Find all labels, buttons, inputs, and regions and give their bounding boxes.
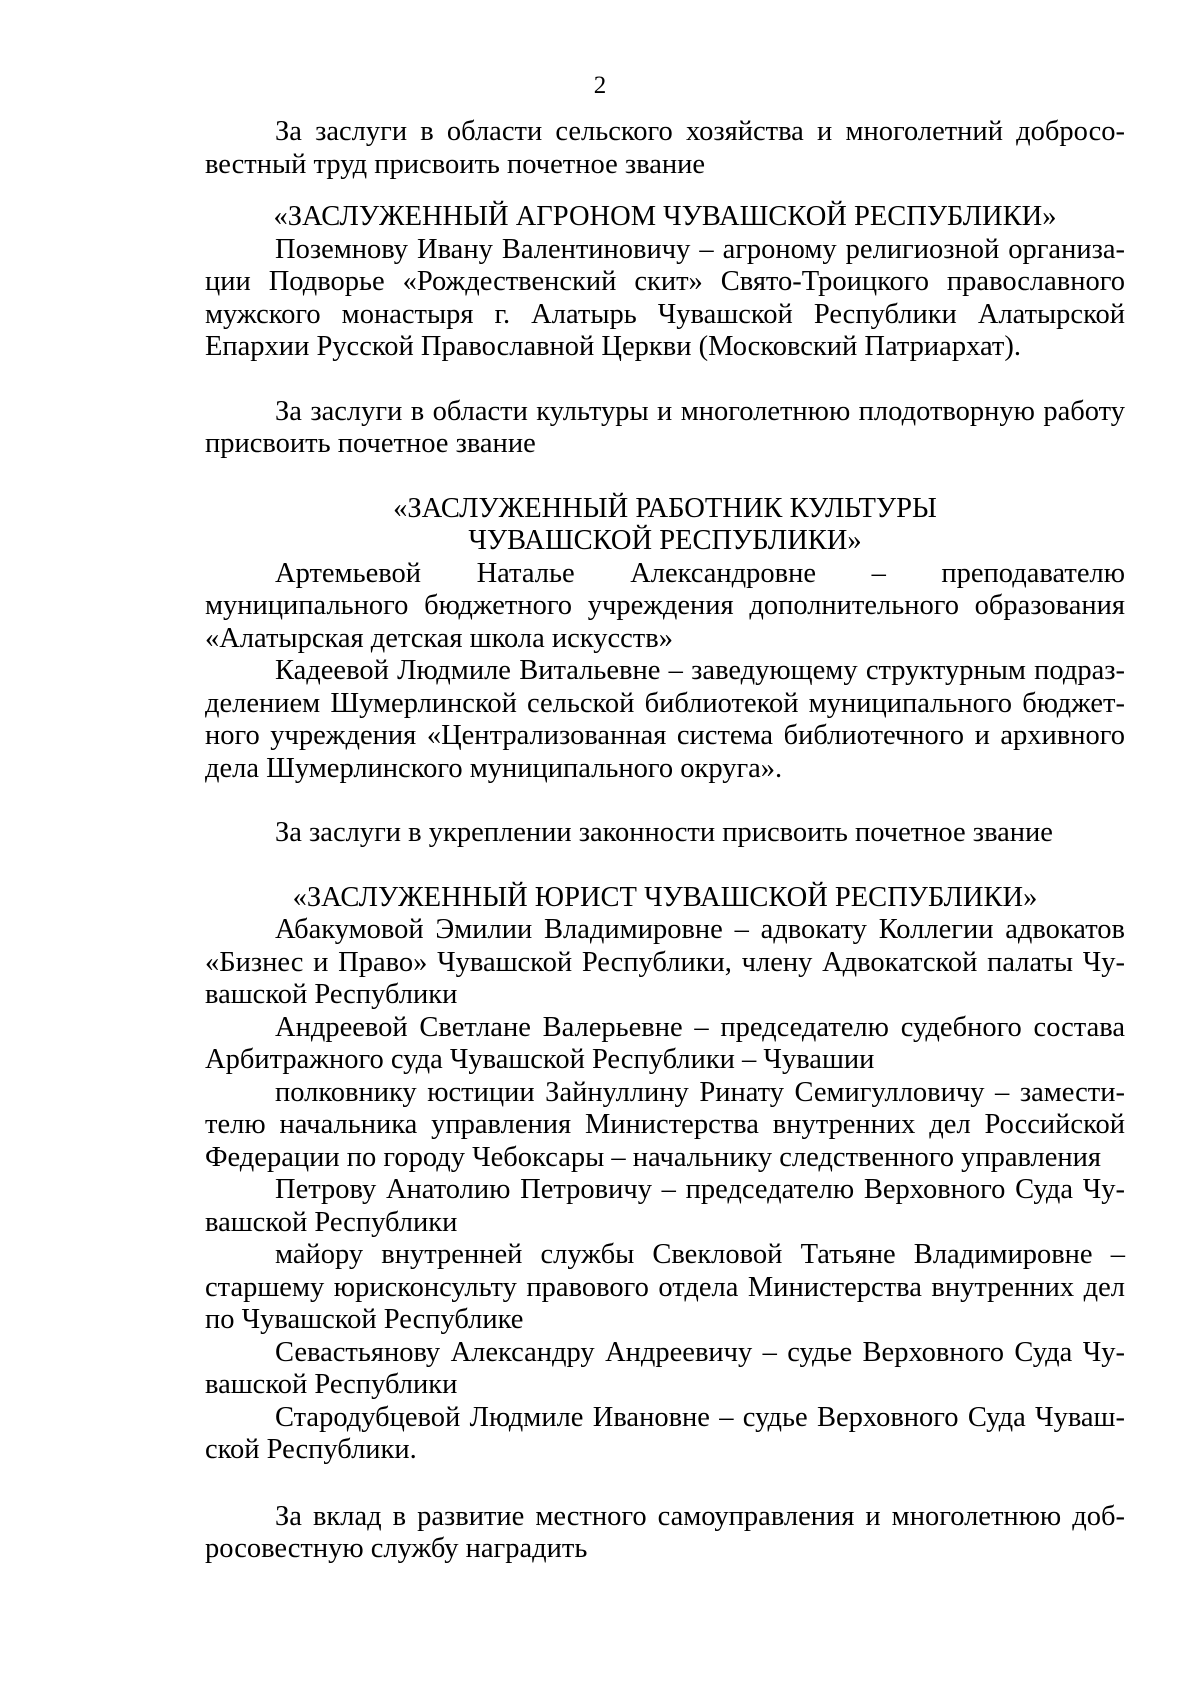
award-title: «ЗАСЛУЖЕННЫЙ ЮРИСТ ЧУВАШСКОЙ РЕСПУБЛИКИ» (292, 881, 1038, 913)
awardee-paragraph: полковнику юстиции Зайнуллину Ринату Семигулловичу – заместителю начальника управления Министерства внутренних дел Российской Федерации по городу Чебоксары – начальнику следственного управления (205, 1076, 1125, 1173)
award-title: «ЗАСЛУЖЕННЫЙ АГРОНОМ ЧУВАШСКОЙ РЕСПУБЛИКИ» (273, 201, 1057, 232)
awardee-paragraph: Артемьевой Наталье Александровне – преподавателю муниципального бюджетного учреждения дополнительного образования «Алатырская детская школа искусств» (205, 557, 1125, 654)
awardee-paragraph: Кадеевой Людмиле Витальевне – заведующему структурным подразделением Шумерлинской сельской библиотекой муниципального бюджетного учреждения «Централизованная система библиотечного и архивного дела Шумерлинского муниципального округа». (205, 655, 1125, 784)
award-title-line-2: ЧУВАШСКОЙ РЕСПУБЛИКИ» (468, 525, 862, 556)
section-intro: За заслуги в укреплении законности присвоить почетное звание (275, 817, 1053, 848)
awardee-paragraph: Поземнову Ивану Валентиновичу – агроному религиозной организации Подворье «Рождественский скит» Свято-Троицкого православного мужского монастыря г. Алатырь Чувашской Республики Алатырской Епархии Русской Православной Церкви (Московский Патриархат). (205, 233, 1125, 362)
award-title-line-1: «ЗАСЛУЖЕННЫЙ РАБОТНИК КУЛЬТУРЫ (393, 492, 937, 524)
awardee-paragraph: майору внутренней службы Свекловой Татьяне Владимировне – старшему юрисконсульту правового отдела Министерства внутренних дел по Чувашской Республике (205, 1239, 1125, 1335)
awardee-paragraph: Стародубцевой Людмиле Ивановне – судье Верховного Суда Чувашской Республики. (205, 1401, 1125, 1465)
awardee-paragraph: Петрову Анатолию Петровичу – председателю Верховного Суда Чувашской Республики (205, 1174, 1125, 1238)
awardee-paragraph: Андреевой Светлане Валерьевне – председателю судебного состава Арбитражного суда Чувашской Республики – Чувашии (205, 1011, 1125, 1075)
document-body (205, 116, 1125, 1566)
section-intro: За вклад в развитие местного самоуправления и многолетнюю добросовестную службу наградить (205, 1500, 1125, 1564)
awardee-paragraph: Севастьянову Александру Андреевичу – судье Верховного Суда Чувашской Республики (205, 1336, 1125, 1400)
page-number: 2 (593, 72, 607, 99)
awardee-paragraph: Абакумовой Эмилии Владимировне – адвокату Коллегии адвокатов «Бизнес и Право» Чувашской Республики, члену Адвокатской палаты Чувашской Республики (205, 914, 1125, 1010)
section-intro: За заслуги в области культуры и многолетнюю плодотворную работу присвоить почетное звание (205, 395, 1125, 459)
section-intro: За заслуги в области сельского хозяйства и многолетний добросовестный труд присвоить почетное звание (205, 116, 1125, 180)
